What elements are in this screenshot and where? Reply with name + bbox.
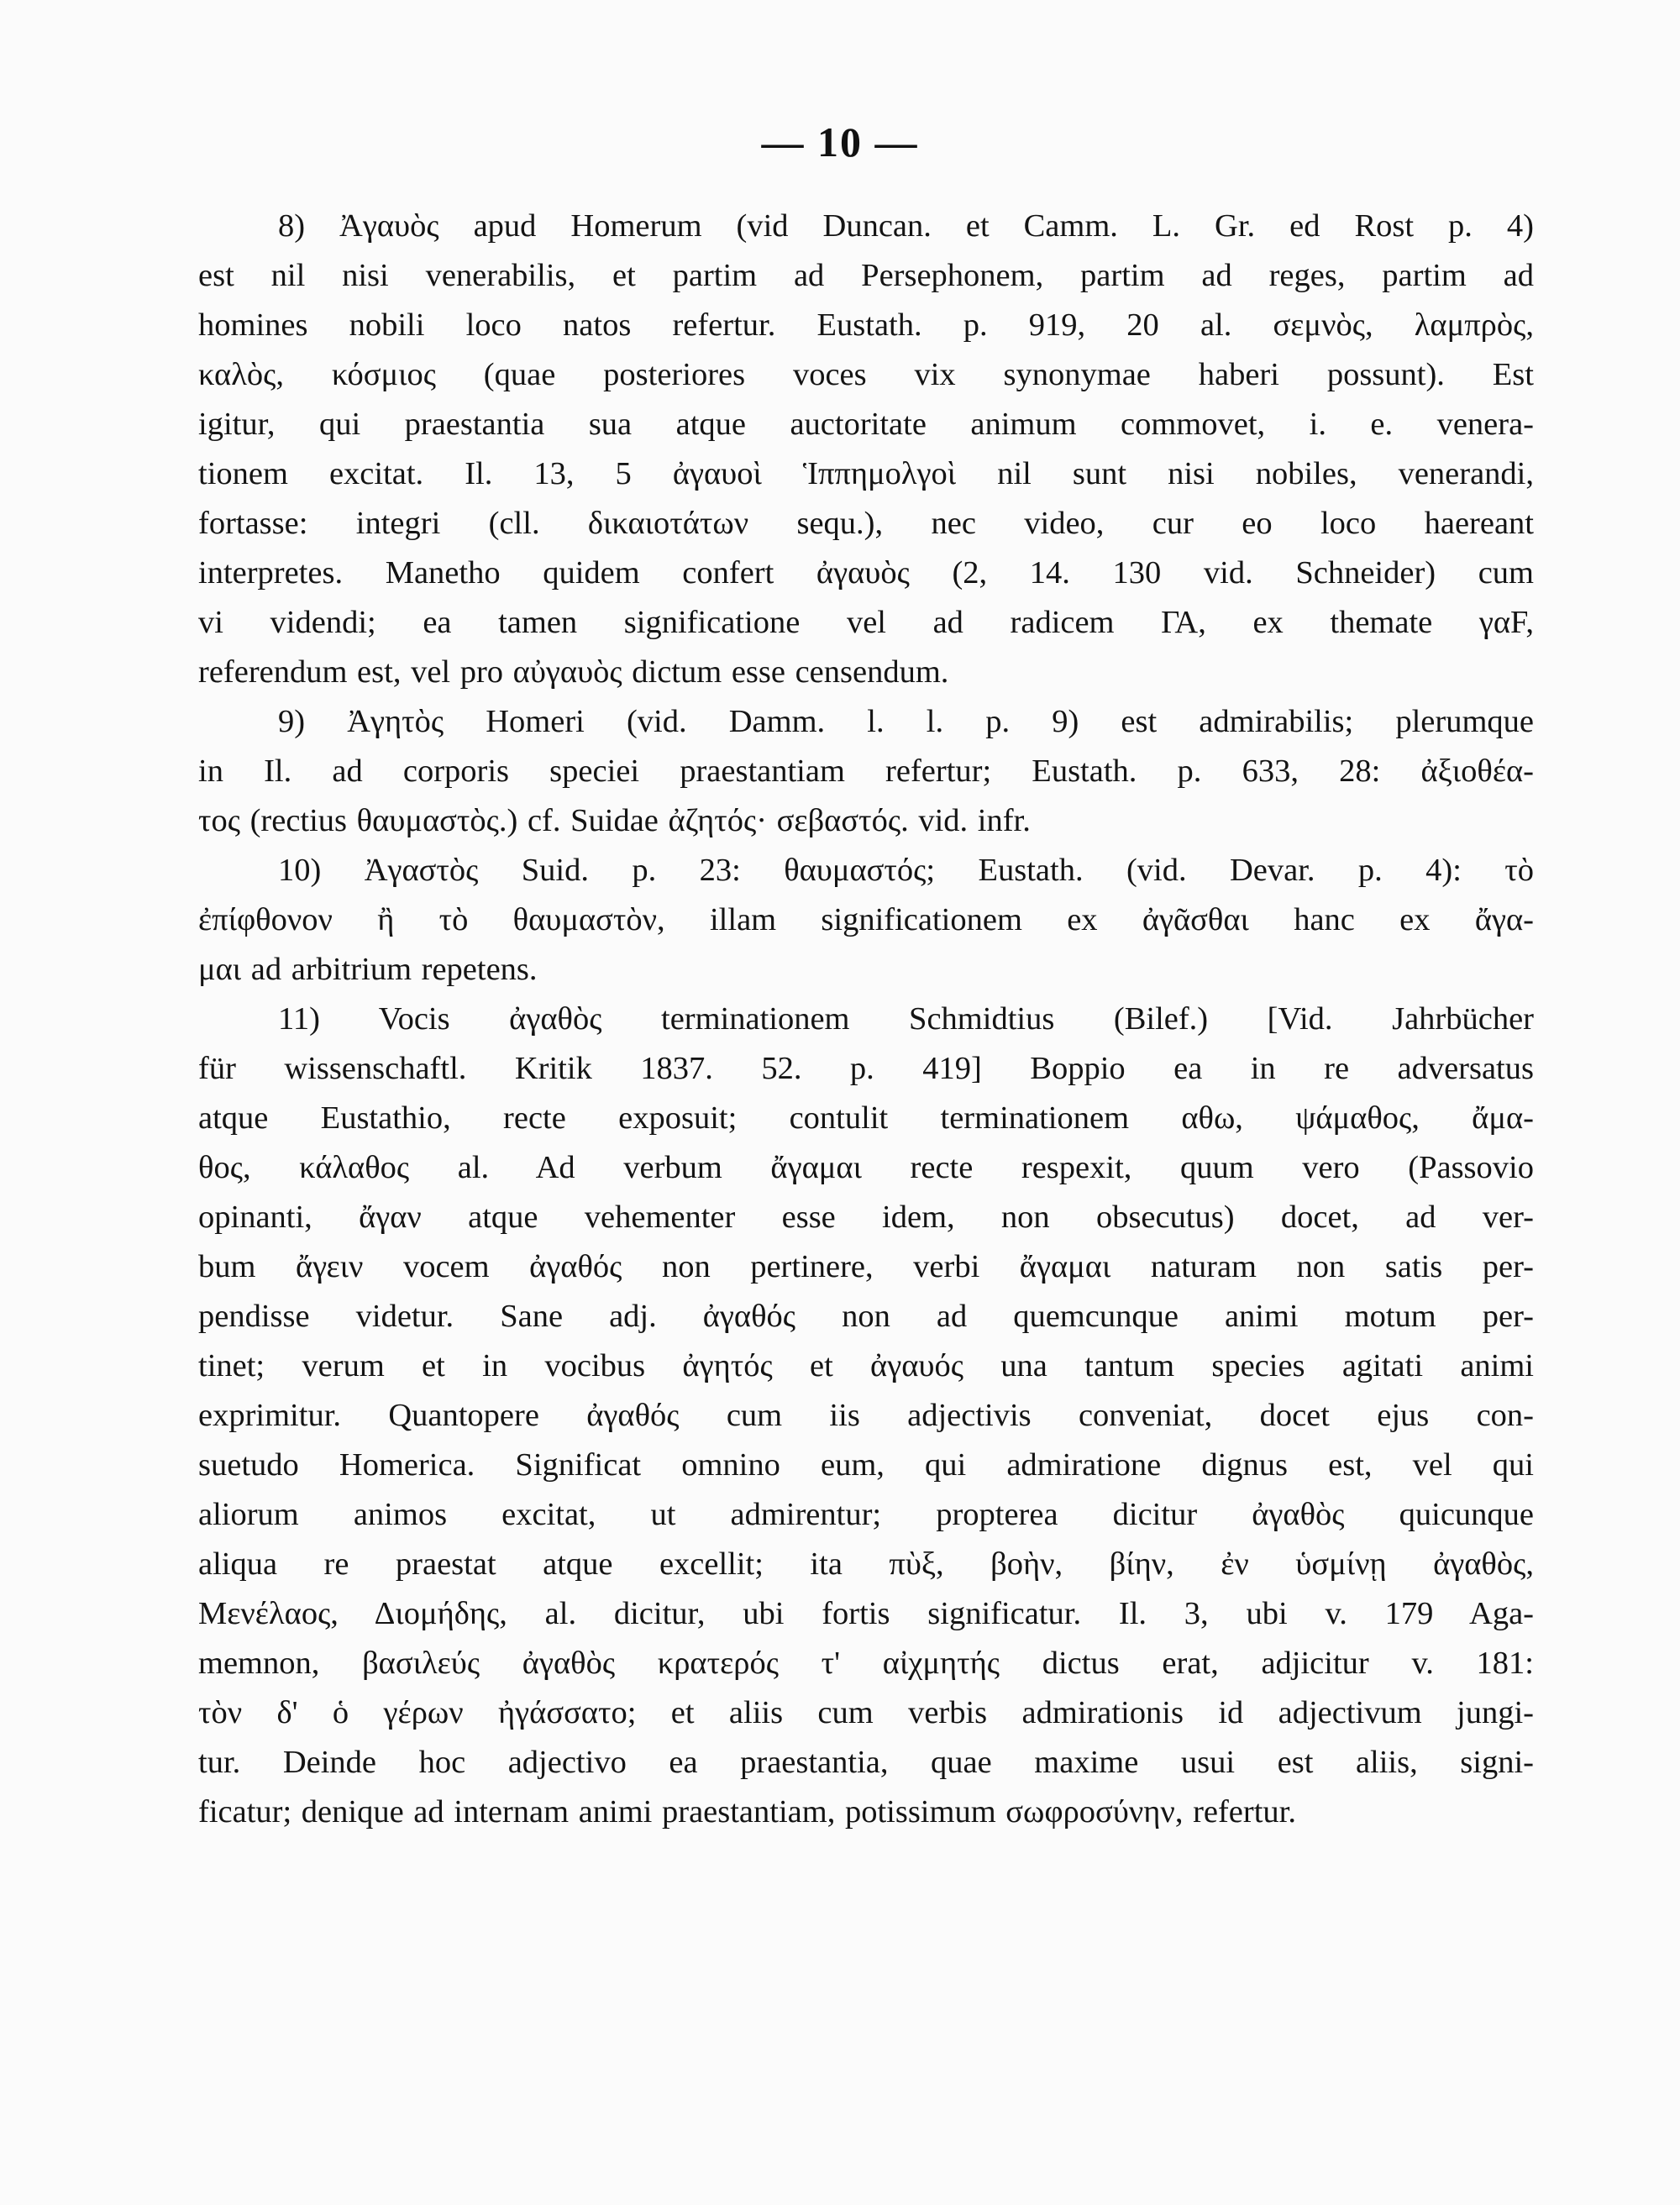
text-line: aliqua re praestat atque excellit; ita πὺξ, βοὴν, βίην, ἐν ὑσμίνῃ ἀγαθὸς,: [198, 1546, 1534, 1582]
text-line: tur. Deinde hoc adjectivo ea praestantia, quae maxime usui est aliis, signi-: [198, 1745, 1534, 1780]
text-line: suetudo Homerica. Significat omnino eum, qui admiratione dignus est, vel qui: [198, 1447, 1534, 1483]
text-line: θος, κάλαθος al. Ad verbum ἄγαμαι recte respexit, quum vero (Passovio: [198, 1150, 1534, 1185]
text-line: μαι ad arbitrium repetens.: [198, 952, 538, 987]
text-line: vi videndi; ea tamen significatione vel ad radicem ΓΑ, ex themate γαF,: [198, 605, 1534, 640]
text-line: 9) Ἀγητὸς Homeri (vid. Damm. l. l. p. 9) est admirabilis; plerumque: [278, 704, 1534, 739]
text-line: est nil nisi venerabilis, et partim ad Persephonem, partim ad reges, partim ad: [198, 258, 1534, 293]
text-line: τος (rectius θαυμαστὸς.) cf. Suidae ἀζητός· σεβαστός. vid. infr.: [198, 803, 1031, 838]
text-line: καλὸς, κόσμιος (quae posteriores voces vix synonymae haberi possunt). Est: [198, 357, 1534, 392]
text-line: 10) Ἀγαστὸς Suid. p. 23: θαυμαστός; Eustath. (vid. Devar. p. 4): τὸ: [278, 853, 1534, 888]
body-text: [198, 202, 1534, 1837]
text-line: memnon, βασιλεύς ἀγαθὸς κρατερός τ' αἰχμητής dictus erat, adjicitur v. 181:: [198, 1646, 1534, 1681]
text-line: interpretes. Manetho quidem confert ἀγαυὸς (2, 14. 130 vid. Schneider) cum: [198, 555, 1534, 591]
text-line: atque Eustathio, recte exposuit; contulit terminationem αθω, ψάμαθος, ἄμα-: [198, 1100, 1534, 1136]
text-line: ἐπίφθονον ἢ τὸ θαυμαστὸν, illam significationem ex ἀγᾶσθαι hanc ex ἄγα-: [198, 902, 1534, 937]
text-line: für wissenschaftl. Kritik 1837. 52. p. 419] Boppio ea in re adversatus: [198, 1051, 1534, 1086]
text-line: τὸν δ' ὁ γέρων ἠγάσσατο; et aliis cum verbis admirationis id adjectivum jungi-: [198, 1695, 1534, 1730]
text-line: ficatur; denique ad internam animi praestantiam, potissimum σωφροσύνην, refertur.: [198, 1794, 1296, 1830]
text-line: aliorum animos excitat, ut admirentur; propterea dicitur ἀγαθὸς quicunque: [198, 1497, 1534, 1532]
page-number: — 10 —: [761, 118, 919, 165]
text-line: exprimitur. Quantopere ἀγαθός cum iis adjectivis conveniat, docet ejus con-: [198, 1398, 1534, 1433]
text-line: referendum est, vel pro αὐγαυὸς dictum esse censendum.: [198, 654, 949, 690]
text-line: in Il. ad corporis speciei praestantiam refertur; Eustath. p. 633, 28: ἀξιοθέα-: [198, 753, 1534, 789]
text-line: 11) Vocis ἀγαθὸς terminationem Schmidtius (Bilef.) [Vid. Jahrbücher: [278, 1001, 1534, 1037]
text-line: tinet; verum et in vocibus ἀγητός et ἀγαυός una tantum species agitati animi: [198, 1348, 1534, 1383]
text-line: homines nobili loco natos refertur. Eustath. p. 919, 20 al. σεμνὸς, λαμπρὸς,: [198, 307, 1534, 343]
text-line: fortasse: integri (cll. δικαιοτάτων sequ.), nec video, cur eo loco haereant: [198, 506, 1534, 541]
text-line: pendisse videtur. Sane adj. ἀγαθός non ad quemcunque animi motum per-: [198, 1299, 1534, 1334]
text-line: igitur, qui praestantia sua atque auctoritate animum commovet, i. e. venera-: [198, 407, 1534, 442]
text-line: 8) Ἀγαυὸς apud Homerum (vid Duncan. et Camm. L. Gr. ed Rost p. 4): [278, 208, 1534, 244]
text-line: Μενέλαος, Διομήδης, al. dicitur, ubi fortis significatur. Il. 3, ubi v. 179 Aga-: [198, 1596, 1534, 1631]
text-line: opinanti, ἄγαν atque vehementer esse idem, non obsecutus) docet, ad ver-: [198, 1200, 1534, 1235]
text-line: tionem excitat. Il. 13, 5 ἀγαυοὶ Ἱππημολγοὶ nil sunt nisi nobiles, venerandi,: [198, 456, 1534, 491]
text-line: bum ἄγειν vocem ἀγαθός non pertinere, verbi ἄγαμαι naturam non satis per-: [198, 1249, 1534, 1284]
